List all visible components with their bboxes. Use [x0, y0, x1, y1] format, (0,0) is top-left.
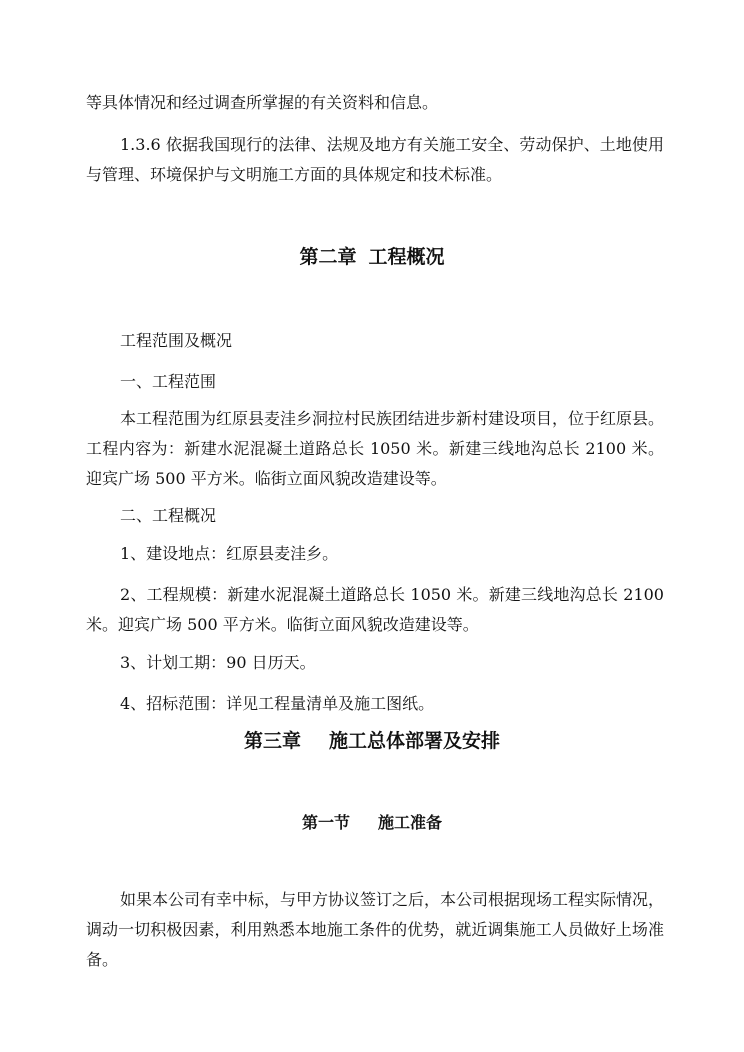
section-1-heading: 一、工程范围 — [120, 372, 217, 391]
scope-heading: 工程范围及概况 — [120, 331, 233, 350]
list-item-2: 2、工程规模：新建水泥混凝土道路总长 1050 米。新建三线地沟总长 2100 米。迎宾广场 500 平方米。临街立面风貌改造建设等。 — [86, 585, 664, 634]
paragraph-1-3-6: 1.3.6 依据我国现行的法律、法规及地方有关施工安全、劳动保护、土地使用与管理、环境保护与文明施工方面的具体规定和技术标准。 — [86, 135, 664, 184]
section-first-number: 第一节 — [301, 813, 350, 832]
section-first-title: 施工准备 — [378, 813, 443, 832]
preparation-body: 如果本公司有幸中标，与甲方协议签订之后，本公司根据现场工程实际情况，调动一切积极因素，利用熟悉本地施工条件的优势，就近调集施工人员做好上场准备。 — [86, 890, 665, 969]
chapter-2-heading — [0, 242, 744, 272]
section-first-heading — [0, 808, 744, 838]
section-1-body: 本工程范围为红原县麦洼乡洞拉村民族团结进步新村建设项目，位于红原县。工程内容为：新建水泥混凝土道路总长 1050 米。新建三线地沟总长 2100 米。迎宾广场 500 平方米。临街立面风貌改造建设等。 — [86, 409, 665, 488]
chapter-3-number: 第三章 — [243, 730, 301, 752]
list-item-3: 3、计划工期：90 日历天。 — [120, 653, 316, 672]
chapter-3-title: 施工总体部署及安排 — [329, 730, 501, 752]
list-item-1: 1、建设地点：红原县麦洼乡。 — [120, 544, 339, 563]
chapter-2-title: 工程概况 — [368, 246, 445, 268]
chapter-2-number: 第二章 — [299, 246, 357, 268]
chapter-3-heading — [0, 726, 744, 756]
section-2-heading: 二、工程概况 — [120, 506, 217, 525]
list-item-4: 4、招标范围：详见工程量清单及施工图纸。 — [120, 694, 435, 713]
paragraph-continued: 等具体情况和经过调查所掌握的有关资料和信息。 — [86, 93, 439, 112]
